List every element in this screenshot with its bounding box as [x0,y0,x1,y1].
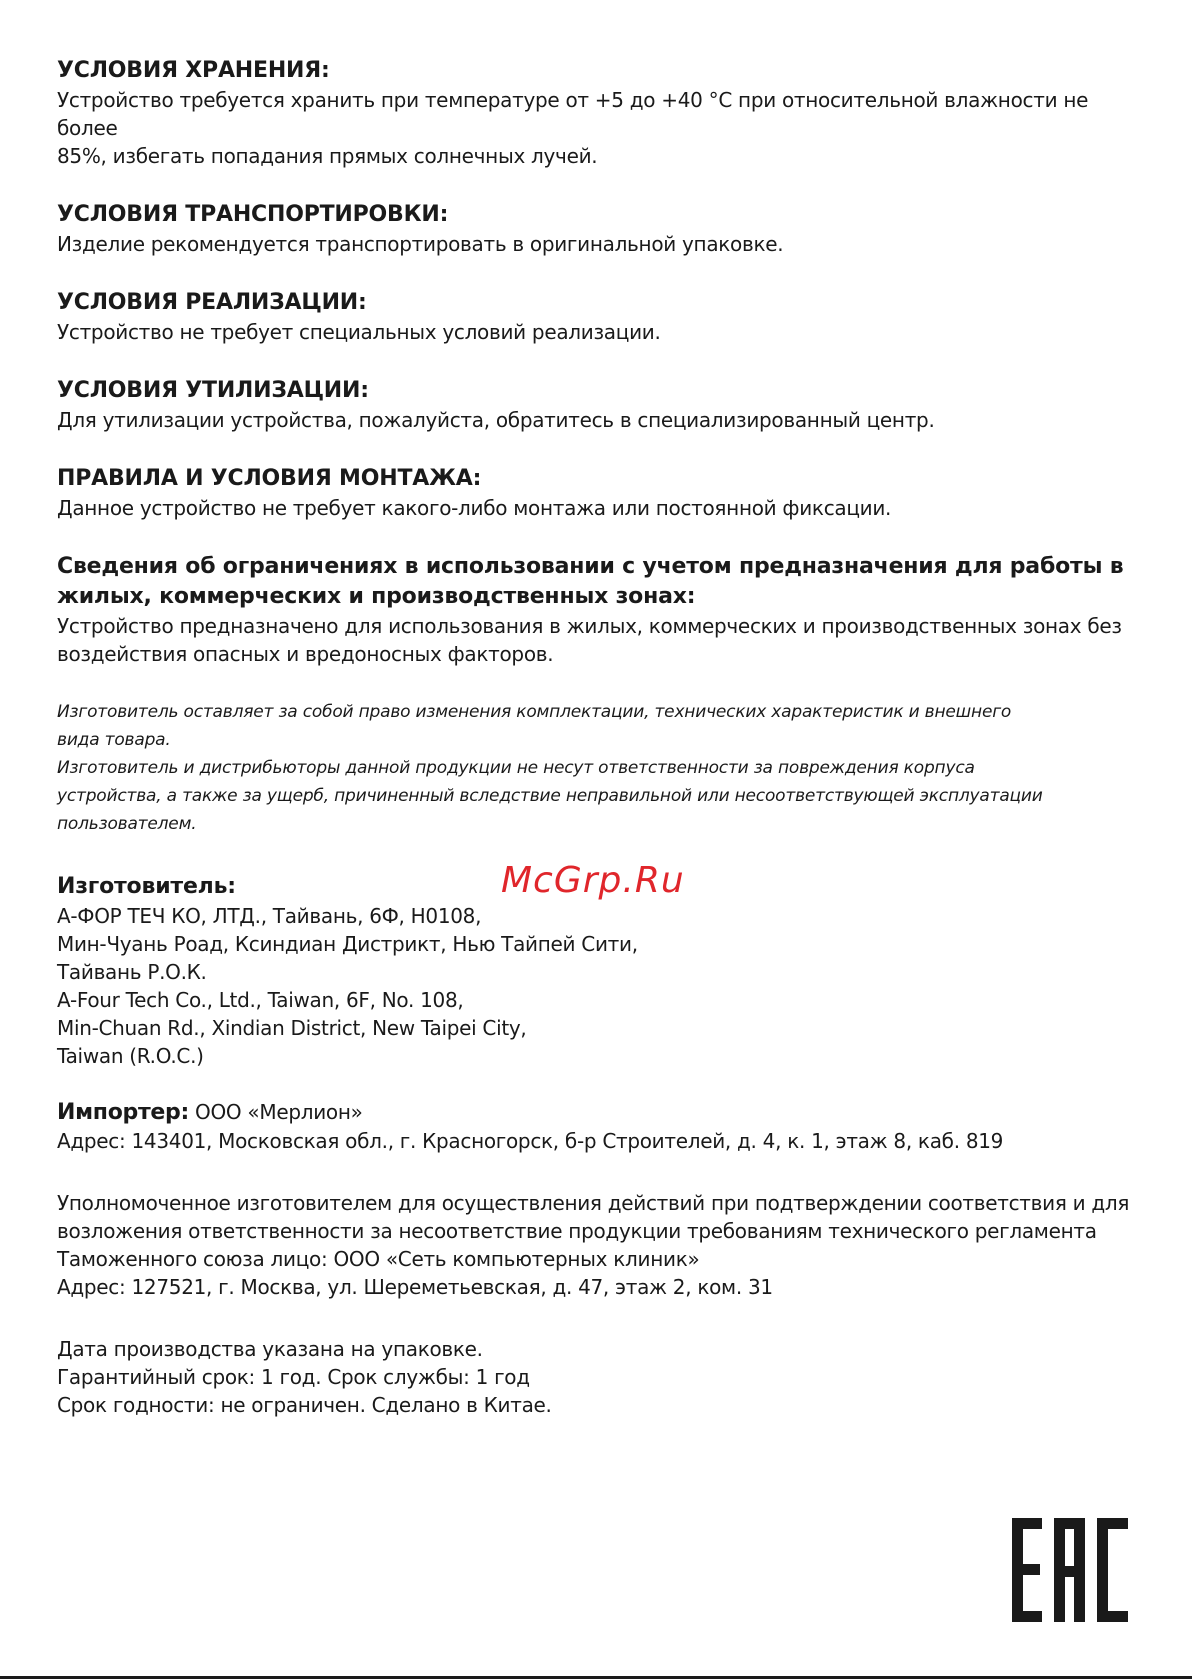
production-section [57,1335,1137,1419]
transport-heading: УСЛОВИЯ ТРАНСПОРТИРОВКИ: [57,202,449,227]
importer-name: ООО «Мерлион» [188,1100,363,1124]
storage-line-2: 85%, избегать попадания прямых солнечных лучей. [57,144,598,168]
manufacturer-line-6: Taiwan (R.O.C.) [57,1044,204,1068]
production-line-1: Дата производства указана на упаковке. [57,1337,483,1361]
disclaimer-section [57,698,1137,838]
disposal-section [57,376,1137,434]
storage-line-1: Устройство требуется хранить при температуре от +5 до +40 °С при относительной влажности не более [57,88,1089,140]
authorized-line-3: Таможенного союза лицо: ООО «Сеть компьютерных клиник» [57,1247,700,1271]
storage-section [57,56,1137,170]
manufacturer-section [57,860,1137,1070]
disposal-text: Для утилизации устройства, пожалуйста, обратитесь в специализированный центр. [57,408,935,432]
production-line-3: Срок годности: не ограничен. Сделано в Китае. [57,1393,552,1417]
manufacturer-line-2: Мин-Чуань Роад, Ксиндиан Дистрикт, Нью Тайпей Сити, [57,932,638,956]
manufacturer-line-3: Тайвань Р.О.К. [57,960,207,984]
importer-address: Адрес: 143401, Московская обл., г. Красногорск, б-р Строителей, д. 4, к. 1, этаж 8, каб. 819 [57,1129,1004,1153]
storage-heading: УСЛОВИЯ ХРАНЕНИЯ: [57,58,330,83]
manufacturer-line-5: Min-Chuan Rd., Xindian District, New Taipei City, [57,1016,527,1040]
transport-text: Изделие рекомендуется транспортировать в оригинальной упаковке. [57,232,784,256]
importer-label: Импортер: [57,1100,189,1125]
transport-section [57,200,1137,258]
eac-mark-icon [1012,1518,1128,1622]
restrictions-heading-line-2: жилых, коммерческих и производственных зонах: [57,584,696,609]
manufacturer-line-4: A-Four Tech Co., Ltd., Taiwan, 6F, No. 108, [57,988,464,1012]
disclaimer-line-1: Изготовитель оставляет за собой право изменения комплектации, технических характеристик и внешнего [57,702,1012,722]
disclaimer-line-4: устройства, а также за ущерб, причиненный вследствие неправильной или несоответствующей эксплуатации [57,786,1043,806]
sale-section [57,288,1137,346]
disposal-heading: УСЛОВИЯ УТИЛИЗАЦИИ: [57,378,369,403]
sale-text: Устройство не требует специальных условий реализации. [57,320,661,344]
restrictions-heading-line-1: Сведения об ограничениях в использовании с учетом предназначения для работы в [57,554,1124,579]
manufacturer-line-1: А-ФОР ТЕЧ КО, ЛТД., Тайвань, 6Ф, Н0108, [57,904,482,928]
authorized-line-2: возложения ответственности за несоответствие продукции требованиям технического регламента [57,1219,1097,1243]
mounting-heading: ПРАВИЛА И УСЛОВИЯ МОНТАЖА: [57,466,482,491]
disclaimer-line-2: вида товара. [57,730,171,750]
sale-heading: УСЛОВИЯ РЕАЛИЗАЦИИ: [57,290,367,315]
restrictions-section [57,552,1137,668]
disclaimer-line-3: Изготовитель и дистрибьюторы данной продукции не несут ответственности за повреждения корпуса [57,758,975,778]
authorized-line-4: Адрес: 127521, г. Москва, ул. Шереметьевская, д. 47, этаж 2, ком. 31 [57,1275,773,1299]
importer-line [57,1098,1137,1127]
authorized-section [57,1189,1137,1301]
authorized-line-1: Уполномоченное изготовителем для осуществления действий при подтверждении соответствия и для [57,1191,1130,1215]
document-page [57,56,1137,1449]
importer-section [57,1098,1137,1155]
watermark-text: McGrp.Ru [501,860,685,901]
restrictions-line-2: воздействия опасных и вредоносных факторов. [57,642,554,666]
manufacturer-heading: Изготовитель: [57,874,236,899]
production-line-2: Гарантийный срок: 1 год. Срок службы: 1 год [57,1365,530,1389]
mounting-text: Данное устройство не требует какого-либо монтажа или постоянной фиксации. [57,496,892,520]
disclaimer-line-5: пользователем. [57,814,197,834]
mounting-section [57,464,1137,522]
restrictions-line-1: Устройство предназначено для использования в жилых, коммерческих и производственных зонах без [57,614,1122,638]
